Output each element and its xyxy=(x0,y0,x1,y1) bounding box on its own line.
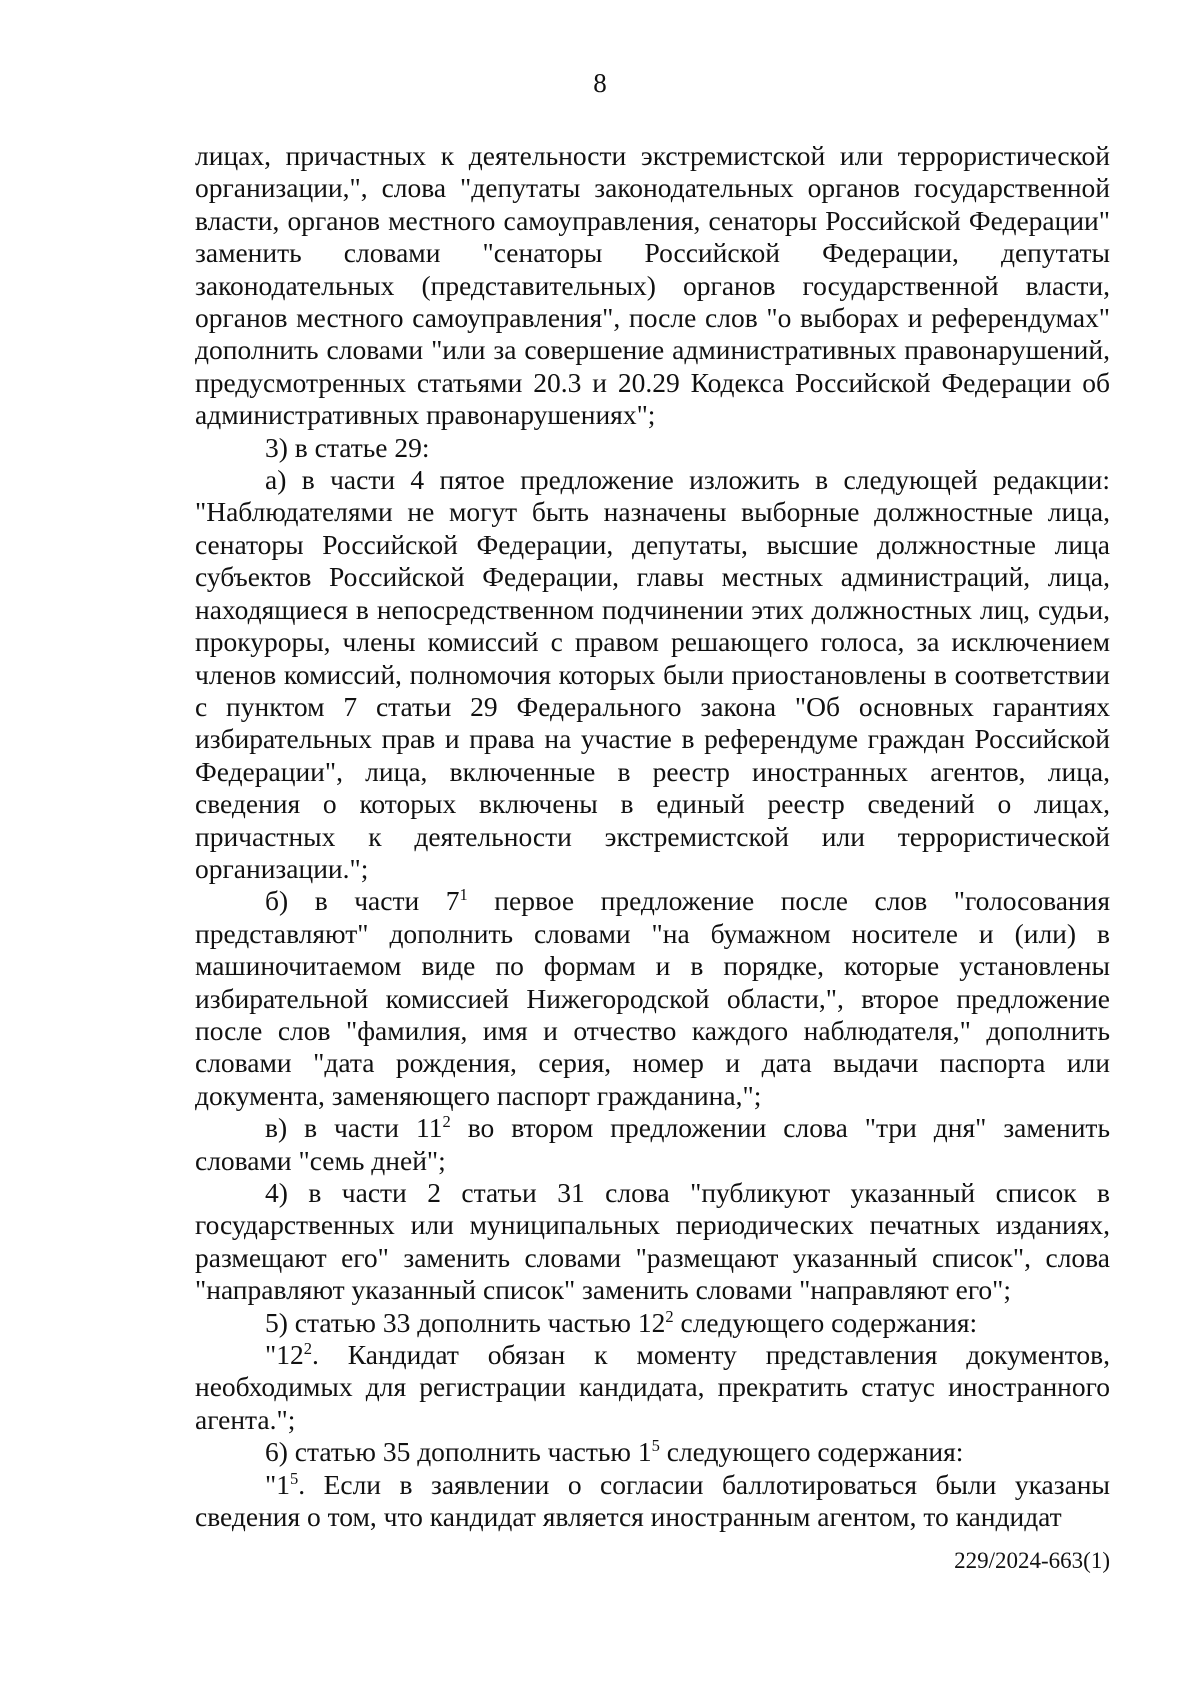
paragraph xyxy=(195,1436,1110,1468)
paragraph xyxy=(195,1177,1110,1307)
paragraph xyxy=(195,464,1110,885)
superscript: 2 xyxy=(442,1112,451,1132)
superscript: 5 xyxy=(651,1436,660,1456)
paragraph xyxy=(195,885,1110,1112)
paragraph xyxy=(195,1339,1110,1436)
text-run: в) в части 11 xyxy=(265,1112,443,1144)
text-run: "12 xyxy=(265,1339,304,1371)
text-run: первое предложение после слов "голосования представляют" дополнить словами "на бумажном носителе и (или) в машиночитаемом виде по формам и в порядке, которые установлены избирательной комиссией Нижегородской области,", второе предложение после слов "фамилия, имя и отчество каждого наблюдателя," дополнить словами "дата рождения, серия, номер и дата выдачи паспорта или документа, заменяющего паспорт гражданина,"; xyxy=(195,885,1110,1111)
paragraph xyxy=(195,1469,1110,1534)
text-run: во втором предложении слова "три дня" заменить словами "семь дней"; xyxy=(195,1112,1110,1176)
text-run: следующего содержания: xyxy=(673,1306,978,1338)
text-run: . Если в заявлении о согласии баллотироваться были указаны сведения о том, что кандидат является иностранным агентом, то кандидат xyxy=(195,1468,1110,1533)
document-code: 229/2024-663(1) xyxy=(954,1548,1110,1573)
paragraph xyxy=(195,432,1110,464)
superscript: 1 xyxy=(459,885,468,905)
superscript: 2 xyxy=(303,1339,312,1359)
paragraph xyxy=(195,140,1110,432)
text-run: лицах, причастных к деятельности экстремистской или террористической организации,", слова "депутаты законодательных органов государственной власти, органов местного самоуправления, сенаторы Российской Федерации" заменить словами "сенаторы Российской Федерации, депутаты законодательных (представительных) органов государственной власти, органов местного самоуправления", после слов "о выборах и референдумах" дополнить словами "или за совершение административных правонарушений, предусмотренных статьями 20.3 и 20.29 Кодекса Российской Федерации об административных правонарушениях"; xyxy=(195,140,1110,431)
text-run: 6) статью 35 дополнить частью 1 xyxy=(265,1436,652,1468)
text-run: "1 xyxy=(265,1468,290,1500)
paragraph xyxy=(195,1112,1110,1177)
superscript: 2 xyxy=(665,1306,674,1326)
text-run: 5) статью 33 дополнить частью 12 xyxy=(265,1306,666,1338)
page-number: 8 xyxy=(593,68,607,98)
document-body xyxy=(195,140,1110,1533)
superscript: 5 xyxy=(289,1468,299,1488)
text-run: а) в части 4 пятое предложение изложить в следующей редакции: "Наблюдателями не могут быть назначены выборные должностные лица, сенаторы Российской Федерации, депутаты, высшие должностные лица субъектов Российской Федерации, главы местных администраций, лица, находящиеся в непосредственном подчинении этих должностных лиц, судьи, прокуроры, члены комиссий с правом решающего голоса, за исключением членов комиссий, полномочия которых были приостановлены в соответствии с пунктом 7 статьи 29 Федерального закона "Об основных гарантиях избирательных прав и права на участие в референдуме граждан Российской Федерации", лица, включенные в реестр иностранных агентов, лица, сведения о которых включены в единый реестр сведений о лицах, причастных к деятельности экстремистской или террористической организации."; xyxy=(195,464,1110,884)
text-run: б) в части 7 xyxy=(265,885,460,917)
text-run: 3) в статье 29: xyxy=(265,431,430,463)
text-run: следующего содержания: xyxy=(659,1436,964,1468)
text-run: . Кандидат обязан к моменту представления документов, необходимых для регистрации кандидата, прекратить статус иностранного агента."; xyxy=(195,1339,1110,1435)
paragraph xyxy=(195,1307,1110,1339)
text-run: 4) в части 2 статьи 31 слова "публикуют указанный список в государственных или муниципальных периодических печатных изданиях, размещают его" заменить словами "размещают указанный список", слова "направляют указанный список" заменить словами "направляют его"; xyxy=(195,1177,1110,1306)
